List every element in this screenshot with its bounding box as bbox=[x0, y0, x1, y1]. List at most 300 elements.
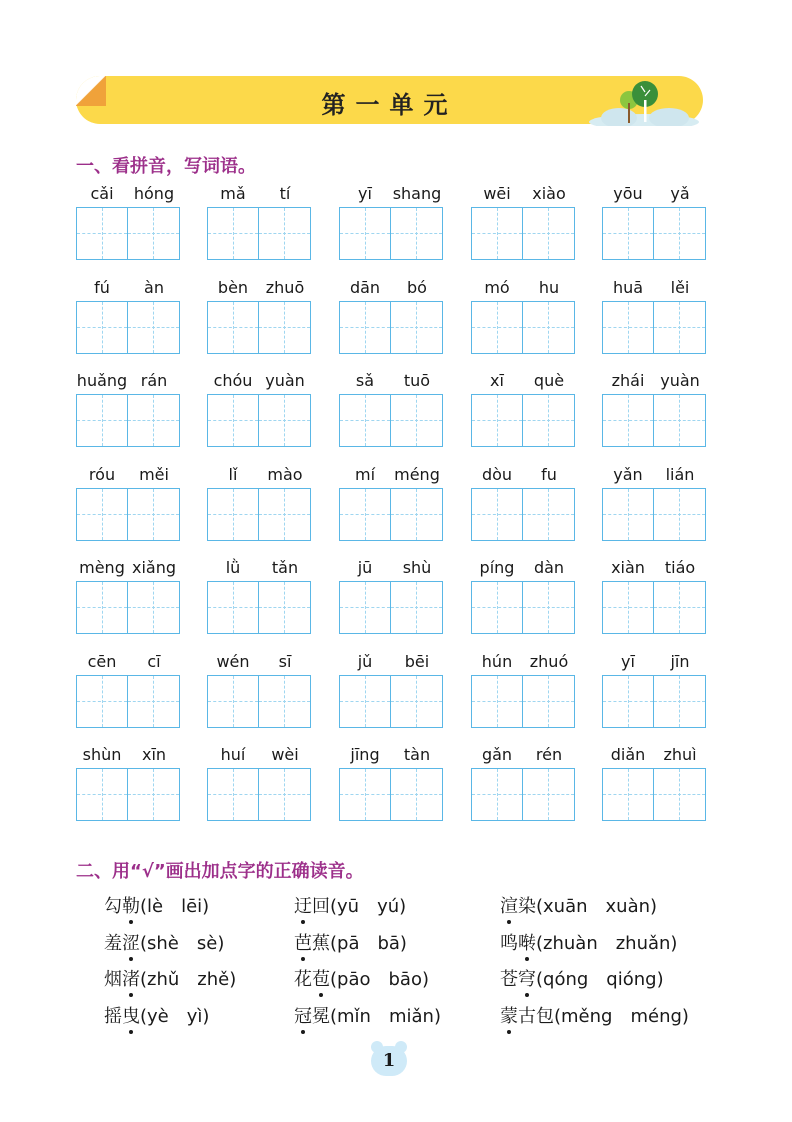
pinyin-syllable: huā bbox=[612, 277, 644, 297]
pinyin-label bbox=[471, 465, 575, 487]
word-text: 鸣 bbox=[500, 932, 518, 954]
dotted-character: 芭 bbox=[294, 929, 312, 955]
writing-box[interactable] bbox=[523, 302, 574, 353]
dotted-character: 涩 bbox=[122, 929, 140, 955]
writing-box[interactable] bbox=[128, 769, 179, 820]
writing-box[interactable] bbox=[340, 395, 391, 446]
pronunciation-item[interactable] bbox=[500, 1002, 689, 1028]
writing-box[interactable] bbox=[654, 769, 705, 820]
pinyin-label bbox=[602, 652, 706, 674]
guide-line bbox=[628, 489, 629, 540]
pinyin-syllable: hún bbox=[481, 651, 513, 671]
guide-line bbox=[284, 769, 285, 820]
writing-box[interactable] bbox=[654, 489, 705, 540]
guide-line bbox=[233, 769, 234, 820]
pinyin-options: (pāo bāo) bbox=[330, 969, 429, 990]
writing-box[interactable] bbox=[208, 582, 259, 633]
pinyin-syllable: yǎn bbox=[613, 464, 643, 484]
dotted-character: 渚 bbox=[122, 965, 140, 991]
writing-box[interactable] bbox=[523, 208, 574, 259]
writing-box-pair bbox=[76, 301, 180, 354]
word-item bbox=[207, 558, 311, 638]
writing-box[interactable] bbox=[603, 676, 654, 727]
grid-row bbox=[76, 278, 716, 372]
writing-box[interactable] bbox=[391, 302, 442, 353]
guide-line bbox=[233, 582, 234, 633]
pinyin-syllable: tuō bbox=[403, 371, 431, 390]
guide-line bbox=[548, 582, 549, 633]
guide-line bbox=[548, 769, 549, 820]
pinyin-label bbox=[76, 652, 180, 674]
word-item bbox=[76, 652, 180, 732]
word-text: 古包 bbox=[518, 1005, 554, 1027]
writing-box[interactable] bbox=[259, 489, 310, 540]
word-item bbox=[339, 465, 443, 545]
writing-box[interactable] bbox=[603, 208, 654, 259]
word-item bbox=[76, 558, 180, 638]
pinyin-syllable: yuàn bbox=[660, 371, 700, 390]
guide-line bbox=[416, 582, 417, 633]
word-item bbox=[602, 371, 706, 451]
pronunciation-item[interactable] bbox=[500, 929, 677, 955]
writing-box[interactable] bbox=[391, 676, 442, 727]
pinyin-options: (shè sè) bbox=[140, 932, 225, 954]
guide-line bbox=[416, 208, 417, 259]
writing-box[interactable] bbox=[340, 302, 391, 353]
pinyin-syllable: dòu bbox=[481, 464, 513, 484]
writing-box[interactable] bbox=[340, 676, 391, 727]
writing-box[interactable] bbox=[523, 489, 574, 540]
writing-box[interactable] bbox=[340, 582, 391, 633]
writing-box[interactable] bbox=[77, 302, 128, 353]
page-number-text: 1 bbox=[382, 1050, 396, 1071]
writing-box-pair bbox=[602, 768, 706, 821]
pinyin-syllable: dàn bbox=[533, 558, 565, 577]
guide-line bbox=[416, 395, 417, 446]
guide-line bbox=[102, 208, 103, 259]
word-item bbox=[76, 278, 180, 358]
guide-line bbox=[365, 489, 366, 540]
guide-line bbox=[679, 582, 680, 633]
word-item bbox=[471, 371, 575, 451]
word-text: 苍 bbox=[500, 969, 518, 990]
pinyin-syllable: hóng bbox=[133, 184, 175, 203]
guide-line bbox=[284, 302, 285, 353]
writing-box[interactable] bbox=[340, 208, 391, 259]
guide-line bbox=[102, 489, 103, 540]
pinyin-options: (qóng qióng) bbox=[536, 969, 664, 990]
pinyin-options: (měng méng) bbox=[554, 1005, 689, 1027]
writing-box[interactable] bbox=[472, 489, 523, 540]
pinyin-syllable: yuàn bbox=[265, 371, 305, 390]
writing-box-pair bbox=[602, 675, 706, 728]
guide-line bbox=[153, 676, 154, 727]
unit-banner bbox=[76, 76, 703, 124]
pinyin-syllable: cēn bbox=[87, 651, 117, 671]
guide-line bbox=[628, 769, 629, 820]
writing-box[interactable] bbox=[472, 676, 523, 727]
pinyin-options: (pā bā) bbox=[330, 932, 407, 954]
pinyin-label bbox=[602, 371, 706, 393]
guide-line bbox=[284, 489, 285, 540]
guide-line bbox=[679, 302, 680, 353]
pinyin-syllable: què bbox=[533, 371, 565, 390]
guide-line bbox=[416, 489, 417, 540]
guide-line bbox=[548, 395, 549, 446]
word-item bbox=[602, 184, 706, 264]
pinyin-label bbox=[339, 184, 443, 206]
word-text: 勾 bbox=[104, 896, 122, 917]
guide-line bbox=[102, 582, 103, 633]
writing-box[interactable] bbox=[472, 302, 523, 353]
pinyin-options: (zhuàn zhuǎn) bbox=[536, 932, 678, 954]
writing-box[interactable] bbox=[472, 208, 523, 259]
guide-line bbox=[497, 302, 498, 353]
pinyin-syllable: huǎng bbox=[76, 371, 128, 390]
pinyin-syllable: wèi bbox=[271, 745, 299, 764]
pinyin-syllable: yǎ bbox=[670, 184, 690, 203]
guide-line bbox=[102, 395, 103, 446]
writing-box[interactable] bbox=[128, 676, 179, 727]
pinyin-syllable: jǔ bbox=[357, 651, 373, 671]
writing-box[interactable] bbox=[654, 676, 705, 727]
guide-line bbox=[548, 208, 549, 259]
pronunciation-item[interactable] bbox=[294, 1002, 441, 1028]
guide-line bbox=[153, 302, 154, 353]
writing-box-pair bbox=[207, 488, 311, 541]
pinyin-syllable: yōu bbox=[613, 184, 643, 203]
word-text: 羞 bbox=[104, 932, 122, 954]
dotted-character: 蒙 bbox=[500, 1002, 518, 1028]
writing-box[interactable] bbox=[472, 769, 523, 820]
pinyin-syllable: lǐ bbox=[228, 464, 238, 484]
writing-box[interactable] bbox=[259, 676, 310, 727]
word-item bbox=[602, 745, 706, 825]
writing-box[interactable] bbox=[391, 769, 442, 820]
word-item bbox=[602, 465, 706, 545]
writing-box[interactable] bbox=[128, 395, 179, 446]
writing-box[interactable] bbox=[259, 302, 310, 353]
pinyin-syllable: àn bbox=[144, 277, 164, 297]
writing-box[interactable] bbox=[472, 582, 523, 633]
pronunciation-item[interactable] bbox=[294, 929, 407, 955]
word-item bbox=[471, 278, 575, 358]
pinyin-syllable: lěi bbox=[670, 277, 690, 297]
writing-box-pair bbox=[76, 207, 180, 260]
writing-box-pair bbox=[76, 488, 180, 541]
word-item bbox=[471, 465, 575, 545]
word-item bbox=[207, 278, 311, 358]
pinyin-syllable: lǜ bbox=[225, 558, 241, 577]
guide-line bbox=[679, 489, 680, 540]
writing-box[interactable] bbox=[77, 582, 128, 633]
pinyin-syllable: mí bbox=[354, 464, 376, 484]
pinyin-label bbox=[471, 745, 575, 767]
pronunciation-item[interactable] bbox=[104, 965, 236, 991]
pinyin-options: (yè yì) bbox=[140, 1005, 210, 1027]
guide-line bbox=[233, 676, 234, 727]
pinyin-syllable: yī bbox=[621, 651, 635, 671]
writing-box[interactable] bbox=[77, 208, 128, 259]
guide-line bbox=[416, 676, 417, 727]
pronunciation-item[interactable] bbox=[500, 965, 664, 991]
guide-line bbox=[365, 769, 366, 820]
word-text: 花 bbox=[294, 969, 312, 990]
word-text: 染 bbox=[518, 896, 536, 917]
writing-box[interactable] bbox=[208, 769, 259, 820]
writing-box[interactable] bbox=[208, 208, 259, 259]
writing-box-pair bbox=[339, 581, 443, 634]
word-item bbox=[471, 558, 575, 638]
pinyin-options: (yū yú) bbox=[330, 896, 407, 917]
pinyin-syllable: fú bbox=[94, 277, 110, 297]
pinyin-options: (zhǔ zhě) bbox=[140, 969, 237, 990]
guide-line bbox=[365, 676, 366, 727]
pronunciation-item[interactable] bbox=[104, 1002, 209, 1028]
pronunciation-item[interactable] bbox=[294, 965, 429, 991]
pinyin-label bbox=[471, 278, 575, 300]
writing-box[interactable] bbox=[603, 582, 654, 633]
writing-box[interactable] bbox=[654, 395, 705, 446]
word-text: 冕 bbox=[312, 1005, 330, 1027]
writing-box[interactable] bbox=[654, 582, 705, 633]
pinyin-syllable: tǎn bbox=[271, 558, 299, 577]
pinyin-label bbox=[207, 371, 311, 393]
word-item bbox=[76, 371, 180, 451]
writing-box-pair bbox=[339, 675, 443, 728]
writing-box[interactable] bbox=[523, 676, 574, 727]
writing-box[interactable] bbox=[340, 769, 391, 820]
guide-line bbox=[548, 489, 549, 540]
pronunciation-item[interactable] bbox=[294, 892, 406, 918]
writing-box[interactable] bbox=[128, 489, 179, 540]
writing-box-pair bbox=[471, 581, 575, 634]
guide-line bbox=[497, 769, 498, 820]
word-item bbox=[339, 184, 443, 264]
pinyin-options: (lè lēi) bbox=[140, 896, 210, 917]
writing-box[interactable] bbox=[340, 489, 391, 540]
pinyin-syllable: bēi bbox=[404, 651, 430, 671]
pinyin-label bbox=[471, 652, 575, 674]
pinyin-syllable: píng bbox=[479, 558, 515, 577]
pinyin-syllable: měi bbox=[139, 464, 169, 484]
pinyin-syllable: lián bbox=[665, 464, 695, 484]
guide-line bbox=[679, 395, 680, 446]
guide-line bbox=[416, 302, 417, 353]
writing-box[interactable] bbox=[208, 395, 259, 446]
writing-box[interactable] bbox=[128, 582, 179, 633]
pinyin-label bbox=[471, 558, 575, 580]
pinyin-label bbox=[76, 184, 180, 206]
pinyin-label bbox=[76, 465, 180, 487]
word-item bbox=[339, 371, 443, 451]
guide-line bbox=[153, 769, 154, 820]
guide-line bbox=[153, 582, 154, 633]
pinyin-syllable: diǎn bbox=[610, 745, 646, 764]
writing-box-pair bbox=[602, 301, 706, 354]
pinyin-label bbox=[471, 184, 575, 206]
word-item bbox=[76, 184, 180, 264]
pinyin-label bbox=[76, 371, 180, 393]
writing-box-pair bbox=[471, 488, 575, 541]
writing-box[interactable] bbox=[208, 302, 259, 353]
pinyin-label bbox=[76, 278, 180, 300]
writing-box[interactable] bbox=[523, 395, 574, 446]
pinyin-label bbox=[207, 652, 311, 674]
writing-box[interactable] bbox=[391, 208, 442, 259]
guide-line bbox=[233, 208, 234, 259]
word-item bbox=[76, 465, 180, 545]
pronunciation-item[interactable] bbox=[500, 892, 657, 918]
writing-box[interactable] bbox=[259, 208, 310, 259]
writing-box-pair bbox=[207, 301, 311, 354]
pronunciation-item[interactable] bbox=[104, 929, 224, 955]
guide-line bbox=[102, 302, 103, 353]
writing-box[interactable] bbox=[391, 489, 442, 540]
pinyin-syllable: mǎ bbox=[220, 184, 246, 203]
word-item bbox=[207, 745, 311, 825]
writing-box-pair bbox=[602, 394, 706, 447]
pinyin-syllable: hu bbox=[538, 277, 560, 297]
word-item bbox=[339, 558, 443, 638]
tree-decoration-icon bbox=[589, 70, 699, 126]
writing-box-pair bbox=[76, 394, 180, 447]
writing-box[interactable] bbox=[128, 208, 179, 259]
writing-box[interactable] bbox=[523, 769, 574, 820]
pinyin-syllable: xī bbox=[490, 371, 504, 390]
writing-box-pair bbox=[471, 768, 575, 821]
guide-line bbox=[628, 208, 629, 259]
writing-box[interactable] bbox=[391, 582, 442, 633]
pinyin-syllable: xiào bbox=[532, 184, 566, 203]
guide-line bbox=[365, 395, 366, 446]
guide-line bbox=[365, 208, 366, 259]
writing-box[interactable] bbox=[472, 395, 523, 446]
guide-line bbox=[233, 302, 234, 353]
writing-box[interactable] bbox=[603, 302, 654, 353]
page-badge-ear-right bbox=[395, 1041, 407, 1053]
pinyin-syllable: shang bbox=[392, 184, 442, 203]
pinyin-syllable: zhuó bbox=[529, 651, 569, 671]
writing-box[interactable] bbox=[259, 395, 310, 446]
writing-box[interactable] bbox=[259, 769, 310, 820]
writing-box[interactable] bbox=[259, 582, 310, 633]
writing-box[interactable] bbox=[208, 676, 259, 727]
guide-line bbox=[365, 582, 366, 633]
writing-box-pair bbox=[339, 301, 443, 354]
writing-box[interactable] bbox=[77, 769, 128, 820]
writing-box[interactable] bbox=[523, 582, 574, 633]
guide-line bbox=[497, 676, 498, 727]
pinyin-syllable: huí bbox=[220, 745, 246, 764]
word-item bbox=[339, 652, 443, 732]
writing-box[interactable] bbox=[128, 302, 179, 353]
pinyin-syllable: jīng bbox=[350, 745, 380, 764]
writing-box-pair bbox=[339, 488, 443, 541]
pinyin-syllable: rán bbox=[140, 371, 168, 390]
pinyin-label bbox=[76, 558, 180, 580]
pinyin-label bbox=[207, 745, 311, 767]
writing-box[interactable] bbox=[77, 676, 128, 727]
pinyin-syllable: zhuì bbox=[663, 745, 697, 764]
grid-row bbox=[76, 184, 716, 278]
word-item bbox=[207, 652, 311, 732]
writing-box-pair bbox=[471, 394, 575, 447]
pinyin-label bbox=[339, 465, 443, 487]
pinyin-syllable: mèng bbox=[79, 558, 125, 577]
dotted-character: 勒 bbox=[122, 892, 140, 918]
grid-row bbox=[76, 745, 716, 839]
writing-box[interactable] bbox=[77, 489, 128, 540]
word-item bbox=[207, 465, 311, 545]
pinyin-label bbox=[602, 184, 706, 206]
pinyin-syllable: chóu bbox=[213, 371, 253, 390]
writing-box[interactable] bbox=[654, 302, 705, 353]
writing-box[interactable] bbox=[77, 395, 128, 446]
writing-box-pair bbox=[471, 675, 575, 728]
pinyin-syllable: róu bbox=[88, 464, 116, 484]
guide-line bbox=[628, 395, 629, 446]
word-item bbox=[471, 745, 575, 825]
dotted-character: 迂 bbox=[294, 892, 312, 918]
pinyin-syllable: yī bbox=[358, 184, 372, 203]
guide-line bbox=[548, 676, 549, 727]
writing-box[interactable] bbox=[391, 395, 442, 446]
pinyin-label bbox=[602, 558, 706, 580]
pinyin-label bbox=[339, 558, 443, 580]
pinyin-syllable: xīn bbox=[141, 745, 167, 764]
guide-line bbox=[628, 582, 629, 633]
word-item bbox=[207, 371, 311, 451]
writing-box[interactable] bbox=[603, 395, 654, 446]
pronunciation-item[interactable] bbox=[104, 892, 209, 918]
word-text: 摇 bbox=[104, 1005, 122, 1027]
guide-line bbox=[365, 302, 366, 353]
writing-box[interactable] bbox=[654, 208, 705, 259]
writing-box[interactable] bbox=[603, 769, 654, 820]
writing-box-pair bbox=[339, 207, 443, 260]
writing-box-pair bbox=[207, 394, 311, 447]
word-item bbox=[339, 278, 443, 358]
guide-line bbox=[679, 676, 680, 727]
pinyin-label bbox=[207, 558, 311, 580]
word-item bbox=[471, 652, 575, 732]
writing-box-pair bbox=[207, 675, 311, 728]
pinyin-label bbox=[339, 652, 443, 674]
dotted-character: 渲 bbox=[500, 892, 518, 918]
word-item bbox=[339, 745, 443, 825]
pinyin-syllable: shù bbox=[402, 558, 432, 577]
writing-box[interactable] bbox=[208, 489, 259, 540]
writing-box-pair bbox=[602, 488, 706, 541]
writing-box[interactable] bbox=[603, 489, 654, 540]
guide-line bbox=[153, 489, 154, 540]
pinyin-syllable: jū bbox=[357, 558, 373, 577]
word-item bbox=[602, 278, 706, 358]
pinyin-syllable: bó bbox=[407, 277, 427, 297]
pinyin-syllable: jīn bbox=[670, 651, 690, 671]
writing-box-pair bbox=[471, 301, 575, 354]
dotted-character: 苞 bbox=[312, 965, 330, 991]
pinyin-label bbox=[339, 371, 443, 393]
pinyin-label bbox=[207, 465, 311, 487]
word-item bbox=[602, 652, 706, 732]
pinyin-syllable: dān bbox=[349, 277, 381, 297]
pinyin-syllable: tàn bbox=[403, 745, 431, 764]
guide-line bbox=[233, 489, 234, 540]
pinyin-label bbox=[339, 278, 443, 300]
section-1-title: 一、看拼音，写词语。 bbox=[76, 156, 256, 177]
